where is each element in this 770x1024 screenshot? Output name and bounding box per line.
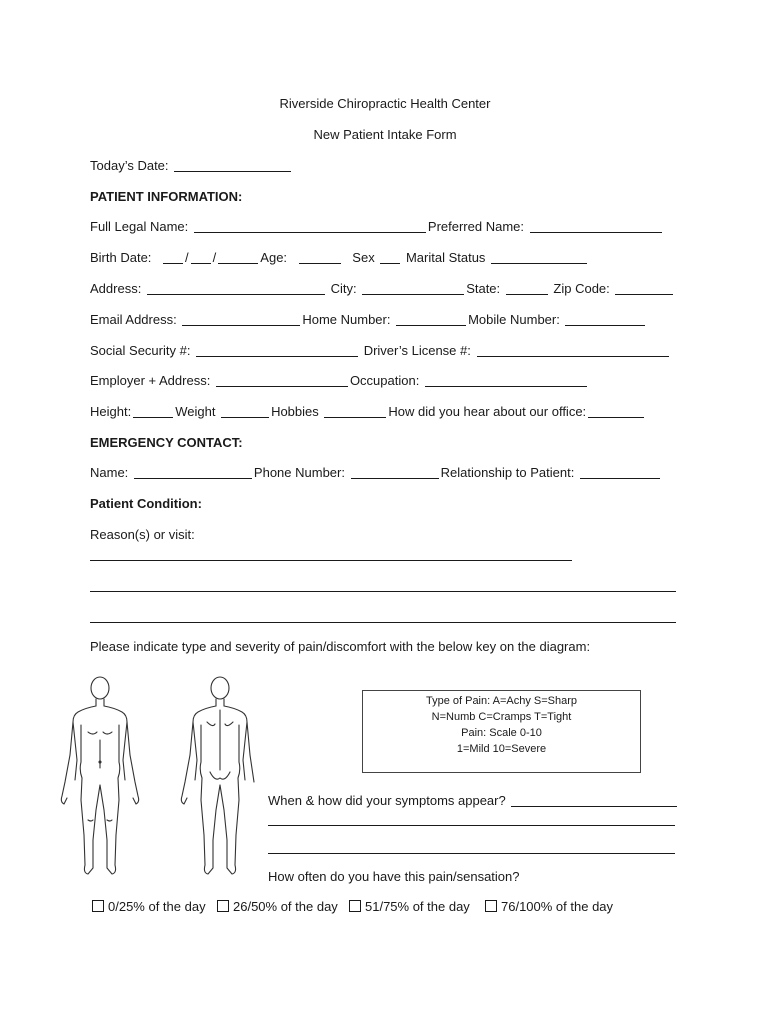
employer-field[interactable] bbox=[216, 373, 348, 387]
checkbox[interactable] bbox=[349, 900, 361, 912]
email-label: Email Address: bbox=[90, 312, 177, 327]
occupation-field[interactable] bbox=[425, 373, 587, 387]
emergency-heading: EMERGENCY CONTACT: bbox=[90, 435, 243, 450]
marital-status-label: Marital Status bbox=[405, 250, 486, 265]
frequency-option-4[interactable] bbox=[485, 899, 613, 914]
birth-row bbox=[90, 250, 589, 265]
relationship-label: Relationship to Patient: bbox=[440, 465, 575, 480]
clinic-name: Riverside Chiropractic Health Center bbox=[279, 96, 491, 111]
checkbox[interactable] bbox=[217, 900, 229, 912]
mobile-number-label: Mobile Number: bbox=[468, 312, 560, 327]
physical-row bbox=[90, 404, 646, 419]
option-label: 76/100% of the day bbox=[501, 899, 614, 914]
reason-line-3[interactable] bbox=[90, 622, 676, 623]
condition-heading: Patient Condition: bbox=[90, 496, 202, 511]
preferred-name-field[interactable] bbox=[530, 219, 662, 233]
patient-info-heading: PATIENT INFORMATION: bbox=[90, 189, 243, 204]
address-label: Address: bbox=[90, 281, 142, 296]
birth-date-label: Birth Date: bbox=[90, 250, 152, 265]
city-field[interactable] bbox=[362, 281, 464, 295]
reason-line-1[interactable] bbox=[90, 560, 572, 561]
age-label: Age: bbox=[260, 250, 288, 265]
hobbies-label: Hobbies bbox=[271, 404, 319, 419]
body-diagram[interactable] bbox=[55, 670, 255, 885]
zip-code-label: Zip Code: bbox=[553, 281, 610, 296]
id-row bbox=[90, 343, 671, 358]
emergency-phone-field[interactable] bbox=[351, 465, 439, 479]
body-front-icon[interactable] bbox=[61, 677, 138, 874]
pain-key-line-2: N=Numb C=Cramps T=Tight bbox=[431, 711, 572, 723]
contact-row bbox=[90, 312, 647, 327]
pain-key-line-3: Pain: Scale 0-10 bbox=[461, 727, 542, 739]
state-field[interactable] bbox=[506, 281, 548, 295]
occupation-label: Occupation: bbox=[349, 373, 420, 388]
height-field[interactable] bbox=[133, 404, 173, 418]
emergency-name-label: Name: bbox=[90, 465, 129, 480]
date-label: Today’s Date: bbox=[90, 158, 169, 173]
frequency-option-2[interactable] bbox=[217, 899, 338, 914]
hear-about-field[interactable] bbox=[588, 404, 644, 418]
state-label: State: bbox=[466, 281, 501, 296]
option-label: 26/50% of the day bbox=[233, 899, 338, 914]
reason-line-2[interactable] bbox=[90, 591, 676, 592]
height-label: Height: bbox=[90, 404, 132, 419]
full-legal-name-field[interactable] bbox=[194, 219, 426, 233]
drivers-license-label: Driver’s License #: bbox=[363, 343, 471, 358]
city-label: City: bbox=[330, 281, 357, 296]
hobbies-field[interactable] bbox=[324, 404, 386, 418]
drivers-license-field[interactable] bbox=[477, 343, 669, 357]
option-label: 0/25% of the day bbox=[108, 899, 206, 914]
ssn-label: Social Security #: bbox=[90, 343, 191, 358]
symptoms-question: When & how did your symptoms appear? bbox=[268, 793, 506, 808]
frequency-option-1[interactable] bbox=[92, 899, 206, 914]
birth-year-field[interactable] bbox=[218, 250, 258, 264]
name-row bbox=[90, 219, 664, 234]
preferred-name-label: Preferred Name: bbox=[427, 219, 524, 234]
date-field[interactable] bbox=[174, 158, 291, 172]
emergency-name-field[interactable] bbox=[134, 465, 252, 479]
ssn-field[interactable] bbox=[196, 343, 358, 357]
pain-instruction: Please indicate type and severity of pain/discomfort with the below key on the diagram: bbox=[90, 639, 591, 654]
birth-month-field[interactable] bbox=[163, 250, 183, 264]
weight-field[interactable] bbox=[221, 404, 269, 418]
pain-key-line-4: 1=Mild 10=Severe bbox=[456, 743, 547, 755]
sex-label: Sex bbox=[352, 250, 375, 265]
form-title: New Patient Intake Form bbox=[313, 127, 457, 142]
marital-status-field[interactable] bbox=[491, 250, 587, 264]
emergency-phone-label: Phone Number: bbox=[253, 465, 345, 480]
birth-day-field[interactable] bbox=[191, 250, 211, 264]
option-label: 51/75% of the day bbox=[365, 899, 470, 914]
symptoms-line-2[interactable] bbox=[268, 825, 675, 826]
home-number-field[interactable] bbox=[396, 312, 466, 326]
zip-code-field[interactable] bbox=[615, 281, 673, 295]
date-slash: / bbox=[212, 250, 217, 265]
frequency-option-3[interactable] bbox=[349, 899, 470, 914]
mobile-number-field[interactable] bbox=[565, 312, 645, 326]
employer-row bbox=[90, 373, 589, 388]
reason-label: Reason(s) or visit: bbox=[90, 527, 195, 542]
checkbox[interactable] bbox=[92, 900, 104, 912]
email-field[interactable] bbox=[182, 312, 300, 326]
symptoms-field[interactable] bbox=[511, 793, 677, 807]
date-slash: / bbox=[185, 250, 189, 265]
home-number-label: Home Number: bbox=[302, 312, 391, 327]
address-row bbox=[90, 281, 675, 296]
symptoms-row bbox=[268, 793, 679, 808]
employer-label: Employer + Address: bbox=[90, 373, 211, 388]
body-back-icon[interactable] bbox=[181, 677, 254, 874]
date-row bbox=[90, 158, 293, 173]
weight-label: Weight bbox=[175, 404, 216, 419]
symptoms-line-3[interactable] bbox=[268, 853, 675, 854]
sex-field[interactable] bbox=[380, 250, 400, 264]
address-field[interactable] bbox=[147, 281, 325, 295]
frequency-question: How often do you have this pain/sensation? bbox=[268, 869, 520, 884]
pain-key-box bbox=[362, 690, 641, 773]
checkbox[interactable] bbox=[485, 900, 497, 912]
hear-about-label: How did you hear about our office: bbox=[388, 404, 587, 419]
full-legal-name-label: Full Legal Name: bbox=[90, 219, 189, 234]
age-field[interactable] bbox=[299, 250, 341, 264]
pain-key-line-1: Type of Pain: A=Achy S=Sharp bbox=[425, 695, 578, 707]
relationship-field[interactable] bbox=[580, 465, 660, 479]
emergency-row bbox=[90, 465, 662, 480]
